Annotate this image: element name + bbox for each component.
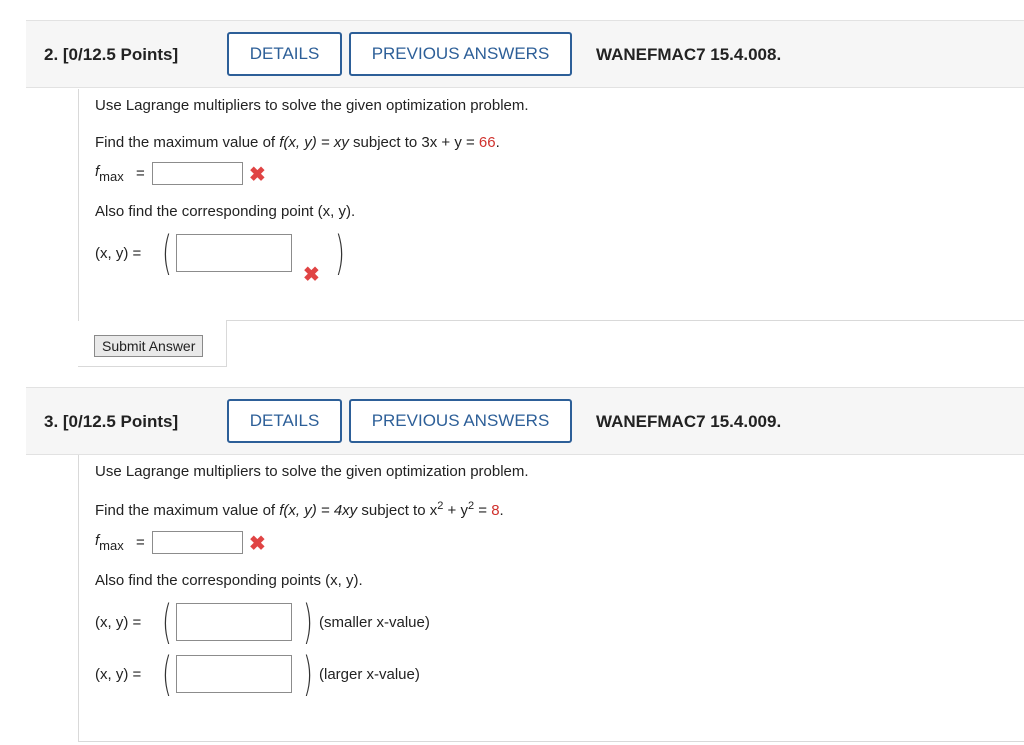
question-2-prompt: Find the maximum value of f(x, y) = xy subject to 3x + y = 66. (95, 134, 500, 151)
details-button[interactable]: DETAILS (227, 32, 342, 76)
incorrect-icon: ✖ (249, 164, 266, 186)
larger-x-note: (larger x-value) (319, 666, 420, 683)
question-3-header (26, 387, 1024, 455)
divider (226, 320, 1024, 321)
right-paren: ) (335, 226, 345, 280)
submit-answer-button[interactable]: Submit Answer (94, 335, 203, 357)
question-2-header (26, 20, 1024, 88)
left-paren: ( (162, 595, 172, 649)
question-2-also-find: Also find the corresponding point (x, y). (95, 203, 356, 220)
incorrect-icon: ✖ (303, 264, 320, 286)
right-paren: ) (303, 595, 313, 649)
xy-label: (x, y) = (95, 614, 142, 631)
question-3-also-find: Also find the corresponding points (x, y). (95, 572, 363, 589)
incorrect-icon: ✖ (249, 533, 266, 555)
question-code: WANEFMAC7 15.4.009. (596, 412, 782, 431)
equals-sign: = (136, 165, 145, 182)
previous-answers-button[interactable]: PREVIOUS ANSWERS (349, 399, 572, 443)
point-smaller-x-input[interactable] (176, 603, 292, 641)
question-3-prompt: Find the maximum value of f(x, y) = 4xy subject to $x^2 + y^2 = 8$. (95, 500, 504, 519)
fmax-label: fmax (95, 532, 124, 553)
left-paren: ( (162, 647, 172, 701)
fmax-answer-input[interactable] (152, 162, 243, 185)
question-3-body (78, 455, 1024, 742)
equals-sign: = (136, 534, 145, 551)
xy-label: (x, y) = (95, 245, 142, 262)
right-paren: ) (303, 647, 313, 701)
previous-answers-button[interactable]: PREVIOUS ANSWERS (349, 32, 572, 76)
question-code: WANEFMAC7 15.4.008. (596, 45, 782, 64)
left-paren: ( (162, 226, 172, 280)
smaller-x-note: (smaller x-value) (319, 614, 430, 631)
xy-label: (x, y) = (95, 666, 142, 683)
question-3-intro: Use Lagrange multipliers to solve the given optimization problem. (95, 463, 529, 480)
point-larger-x-input[interactable] (176, 655, 292, 693)
fmax-label: fmax (95, 163, 124, 184)
point-answer-input[interactable] (176, 234, 292, 272)
question-2-title: 2. [0/12.5 Points] (44, 45, 179, 64)
fmax-answer-input[interactable] (152, 531, 243, 554)
details-button[interactable]: DETAILS (227, 399, 342, 443)
question-3-title: 3. [0/12.5 Points] (44, 412, 179, 431)
question-2-intro: Use Lagrange multipliers to solve the given optimization problem. (95, 97, 529, 114)
